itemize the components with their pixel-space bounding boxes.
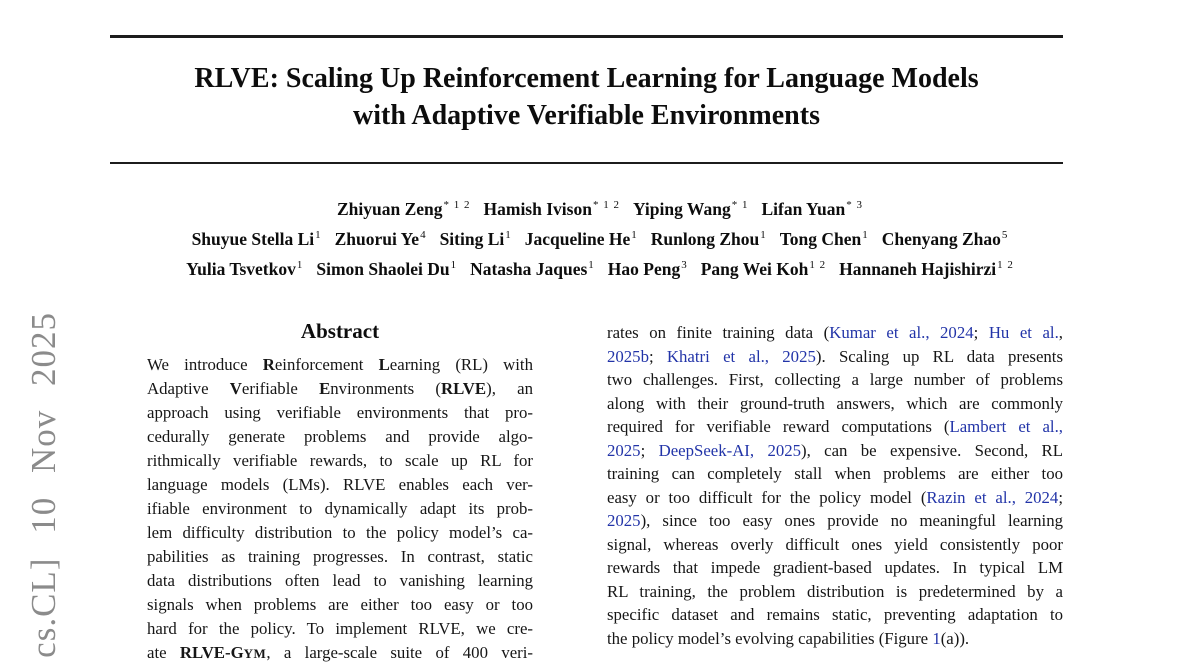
abstract-line: [147, 521, 533, 545]
abstract-line: [147, 569, 533, 593]
abstract-line: [147, 641, 533, 665]
abstract-heading: Abstract: [300, 319, 380, 343]
author-line-3: [70, 250, 1130, 280]
body-line: [607, 439, 1063, 463]
text-segment: Siting Li: [439, 229, 505, 249]
text-segment: rithmically verifiable rewards, to scale up RL for: [147, 451, 533, 470]
text-segment: Pang Wei Koh: [700, 259, 809, 279]
abstract-line: [147, 353, 533, 377]
citation-link[interactable]: 2025b: [607, 346, 649, 366]
text-segment: ;: [973, 323, 989, 342]
body-line: [607, 321, 1063, 345]
author-line-2: [70, 220, 1130, 250]
text-segment: RL training, the problem distribution is predetermined by a: [607, 581, 1063, 601]
text-segment: Zhuorui Ye: [334, 229, 420, 249]
text-segment: erifiable: [241, 379, 320, 398]
body-line: [607, 603, 1063, 627]
text-segment: E: [319, 379, 331, 398]
abstract-line: [147, 617, 533, 641]
text-segment: einforcement: [274, 355, 379, 374]
text-segment: pabilities as training progresses. In contrast, static: [147, 547, 533, 566]
body-line: [607, 627, 1063, 651]
title-line-1: RLVE: Scaling Up Reinforcement Learning for Language Models: [194, 63, 979, 94]
text-segment: ifiable environment to dynamically adapt its prob-: [147, 499, 533, 518]
text-segment: Tong Chen: [779, 229, 862, 249]
text-segment: Simon Shaolei Du: [316, 259, 450, 279]
body-line: [607, 415, 1063, 439]
citation-link[interactable]: Lambert et al.,: [949, 417, 1063, 436]
text-segment: ), since too easy ones provide no meaningful learning: [640, 511, 1063, 530]
text-segment: Yulia Tsvetkov: [186, 259, 296, 279]
citation-link[interactable]: 2025: [607, 440, 641, 460]
abstract-section: [147, 318, 533, 665]
text-segment: data distributions often lead to vanishing learning: [147, 571, 533, 590]
header-rule-bottom: [110, 162, 1063, 164]
body-line: [607, 580, 1063, 604]
text-segment: training can completely stall when problems are either too: [607, 464, 1063, 483]
arxiv-watermark: cs.CL] 10 Nov 2025: [24, 312, 63, 658]
intro-column: [607, 321, 1063, 650]
citation-link[interactable]: Kumar et al., 2024: [829, 323, 974, 342]
citation-link[interactable]: DeepSeek-AI, 2025: [658, 440, 802, 460]
author-affiliation-sup: 1 2: [997, 259, 1014, 271]
text-segment: earning (RL) with: [389, 355, 533, 374]
text-segment: Hannaneh Hajishirzi: [839, 259, 997, 279]
text-segment: Chenyang Zhao: [881, 229, 1001, 249]
abstract-line: [147, 545, 533, 569]
text-segment: Natasha Jaques: [470, 259, 588, 279]
author-affiliation-sup: * 1 2: [592, 199, 620, 211]
body-line: [607, 509, 1063, 533]
text-segment: V: [229, 379, 242, 398]
text-segment: rates on finite training data (: [607, 323, 830, 342]
abstract-line: [147, 497, 533, 521]
text-segment: language models (LMs). RLVE enables each ver-: [147, 475, 533, 494]
header-rule-top: [110, 35, 1063, 38]
abstract-line: [147, 449, 533, 473]
author-affiliation-sup: 1: [315, 229, 322, 241]
author-affiliation-sup: 1: [862, 229, 869, 241]
author-affiliation-sup: 3: [681, 259, 688, 271]
citation-link[interactable]: Hu et al.: [988, 323, 1059, 342]
text-segment: ). Scaling up RL data presents: [815, 346, 1063, 366]
text-segment: Zhiyuan Zeng: [336, 199, 443, 219]
text-segment: , a large-scale suite of 400 veri-: [266, 643, 533, 662]
abstract-line: [147, 401, 533, 425]
body-line: [607, 392, 1063, 416]
author-affiliation-sup: 4: [420, 229, 427, 241]
author-affiliation-sup: * 3: [846, 199, 864, 211]
text-segment: signal, whereas overly difficult ones yield consistently poor: [607, 534, 1063, 554]
text-segment: R: [262, 355, 275, 374]
author-affiliation-sup: * 1 2: [443, 199, 471, 211]
text-segment: YM: [243, 646, 267, 661]
body-line: [607, 556, 1063, 580]
author-affiliation-sup: 1: [450, 259, 458, 271]
text-segment: We introduce: [147, 355, 263, 374]
abstract-line: [147, 377, 533, 401]
text-segment: (a)).: [940, 628, 970, 648]
text-segment: ), an: [486, 379, 533, 398]
text-segment: ate: [147, 643, 180, 662]
author-affiliation-sup: * 1: [731, 199, 749, 211]
text-segment: RLVE: [441, 379, 487, 398]
author-affiliation-sup: 1 2: [809, 259, 827, 271]
text-segment: signals when problems are either too easy or too: [147, 595, 533, 614]
author-block: [70, 190, 1130, 280]
text-segment: RLVE-G: [179, 643, 244, 662]
text-segment: Runlong Zhou: [650, 229, 760, 249]
text-segment: ,: [1058, 323, 1063, 342]
abstract-line: [147, 425, 533, 449]
body-line: [607, 486, 1063, 510]
text-segment: lem difficulty distribution to the policy model’s ca-: [147, 523, 533, 542]
text-segment: easy or too difficult for the policy model (: [607, 487, 927, 507]
text-segment: Hao Peng: [607, 259, 681, 279]
text-segment: the policy model’s evolving capabilities (Figure: [607, 628, 933, 648]
text-segment: ;: [648, 346, 667, 366]
author-affiliation-sup: 1: [505, 229, 512, 241]
text-segment: Adaptive: [147, 379, 230, 398]
text-segment: L: [378, 355, 390, 374]
body-line: [607, 345, 1063, 369]
text-segment: ;: [640, 440, 659, 460]
body-line: [607, 533, 1063, 557]
citation-link[interactable]: 2025: [607, 511, 641, 530]
text-segment: Yiping Wang: [632, 199, 731, 219]
body-line: [607, 368, 1063, 392]
author-affiliation-sup: 1: [631, 229, 638, 241]
text-segment: rewards that impede gradient-based updates. In typical LM: [607, 558, 1063, 577]
text-segment: cedurally generate problems and provide algo-: [147, 427, 533, 446]
author-affiliation-sup: 1: [760, 229, 767, 241]
text-segment: Lifan Yuan: [761, 199, 846, 219]
text-segment: Jacqueline He: [524, 229, 631, 249]
text-segment: Shuyue Stella Li: [191, 229, 315, 249]
author-affiliation-sup: 5: [1001, 229, 1009, 241]
text-segment: along with their ground-truth answers, which are commonly: [607, 393, 1063, 413]
text-segment: two challenges. First, collecting a large number of problems: [607, 370, 1063, 389]
author-affiliation-sup: 1: [296, 259, 304, 271]
citation-link[interactable]: 1: [932, 628, 941, 648]
text-segment: ;: [1058, 487, 1063, 507]
text-segment: hard for the policy. To implement RLVE, we cre-: [147, 619, 533, 638]
author-line-1: [70, 190, 1130, 220]
citation-link[interactable]: Khatri et al., 2025: [666, 346, 816, 366]
author-affiliation-sup: 1: [588, 259, 595, 271]
paper-title: [110, 60, 1063, 134]
text-segment: Hamish Ivison: [483, 199, 592, 219]
body-line: [607, 462, 1063, 486]
abstract-line: [147, 593, 533, 617]
text-segment: specific dataset and remains static, preventing adaptation to: [607, 605, 1063, 624]
title-line-2: with Adaptive Verifiable Environments: [353, 100, 820, 131]
text-segment: approach using verifiable environments that pro-: [147, 403, 533, 422]
abstract-line: [147, 473, 533, 497]
citation-link[interactable]: Razin et al., 2024: [926, 487, 1059, 507]
text-segment: ), can be expensive. Second, RL: [801, 440, 1063, 460]
text-segment: required for verifiable reward computations (: [607, 417, 950, 436]
text-segment: nvironments (: [330, 379, 442, 398]
